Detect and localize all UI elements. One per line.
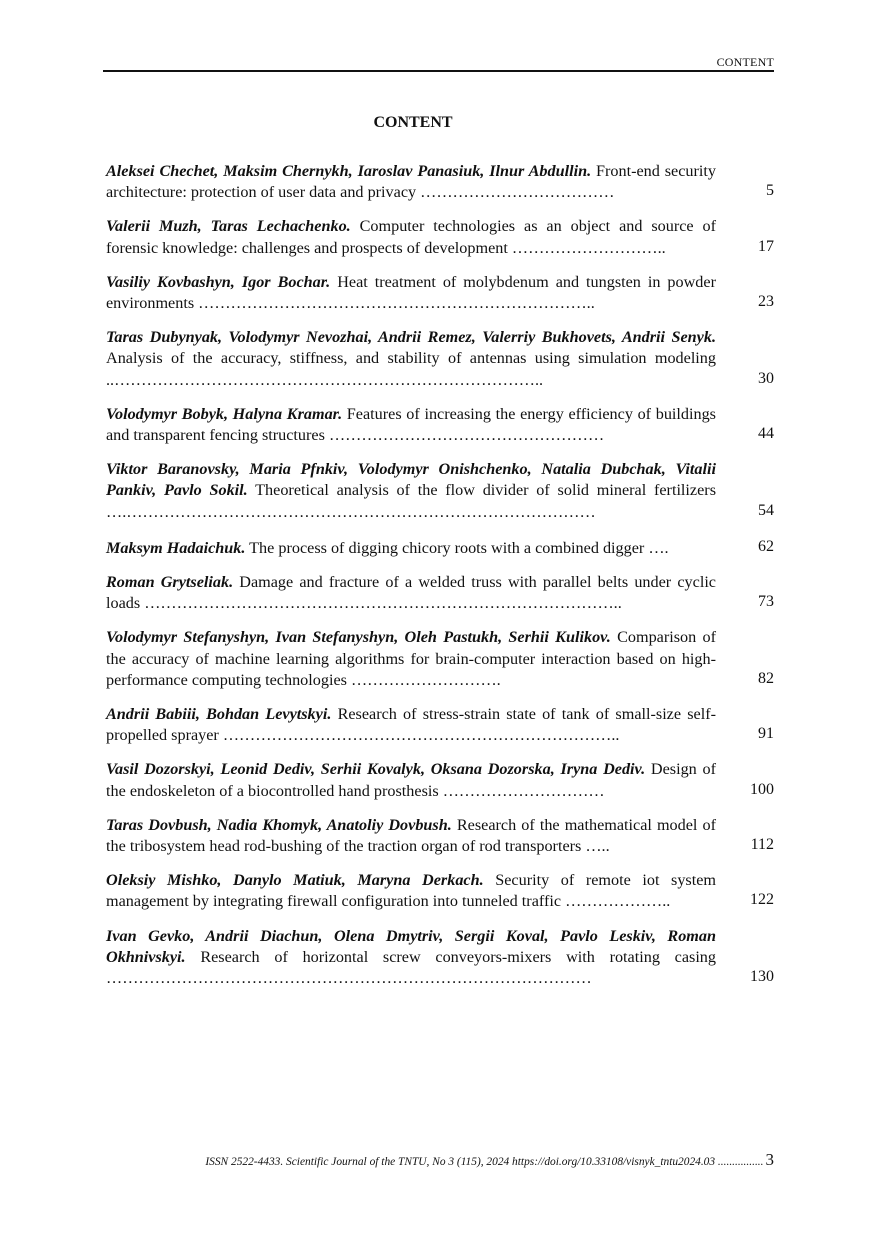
toc-entry-title: Theoretical analysis of the flow divider of solid mineral fertilizers ….…………………………………………………………………………… [106,481,716,521]
toc-entry-authors: Valerii Muzh, Taras Lechachenko. [106,217,351,236]
toc-entry-title: Security of remote iot system management by integrating firewall configuration into tunneled traffic ……………….. [106,871,716,911]
page-title: CONTENT [373,114,453,131]
running-head: CONTENT [716,55,774,69]
toc-entry-text [106,627,716,691]
toc-entry-title: Research of stress-strain state of tank of small-size self-propelled sprayer ……………………………………………………………….. [106,705,716,745]
toc-entry-title: Damage and fracture of a welded truss with parallel belts under cyclic loads …………………………………………………………………………….. [106,573,716,613]
toc-entry-title: Front-end security architecture: protection of user data and privacy ……………………………… [106,162,716,202]
toc-entry-authors: Viktor Baranovsky, Maria Pfnkiv, Volodymyr Onishchenko, Natalia Dubchak, Vitalii Pankiv, Pavlo Sokil. [106,460,716,500]
toc-entry-title: Research of horizontal screw conveyors-mixers with rotating casing ……………………………………………………………………………… [106,947,716,988]
toc-entry-page-number: 30 [758,369,774,387]
toc-entry-authors: Taras Dubynyak, Volodymyr Nevozhai, Andrii Remez, Valerriy Bukhovets, Andrii Senyk. [106,328,716,347]
toc-entry-text [106,459,716,523]
toc-entry-text [106,815,716,857]
toc-entry-page-number: 5 [766,182,774,200]
toc-entry-authors: Maksym Hadaichuk. [106,538,246,557]
toc-entry-title: Design of the endoskeleton of a biocontrolled hand prosthesis ………………………… [106,760,716,800]
toc-entry[interactable] [106,536,774,559]
toc-entry-page-number: 62 [758,537,774,555]
toc-entry-text [106,216,716,258]
toc-entry-authors: Roman Grytseliak. [106,573,234,592]
toc-entry-text [106,926,716,990]
toc-entry[interactable] [106,161,774,203]
toc-entry-title: Analysis of the accuracy, stiffness, and stability of antennas using simulation modeling ..…………………………………………………………………….. [106,349,716,389]
toc-entry-authors: Volodymyr Stefanyshyn, Ivan Stefanyshyn, Oleh Pastukh, Serhii Kulikov. [106,628,611,647]
toc-entry-text [106,272,716,314]
toc-entry-text [106,327,716,391]
toc-entry[interactable] [106,815,774,857]
toc-entry[interactable] [106,572,774,614]
toc-entry-page-number: 44 [758,425,774,443]
header-rule [103,70,774,72]
toc-entry-authors: Taras Dovbush, Nadia Khomyk, Anatoliy Dovbush. [106,815,452,834]
toc-entry-page-number: 54 [758,501,774,519]
toc-entry[interactable] [106,870,774,912]
toc-entry-page-number: 23 [758,293,774,311]
toc-entry[interactable] [106,627,774,691]
toc-entry-text [106,759,716,801]
toc-entry-text [106,404,716,446]
toc-entry-authors: Vasiliy Kovbashyn, Igor Bochar. [106,272,331,291]
toc-entry-page-number: 100 [750,780,774,798]
toc-entry-page-number: 17 [758,237,774,255]
table-of-contents [106,161,774,1002]
toc-entry-title: Comparison of the accuracy of machine learning algorithms for brain-computer interaction based on high-performance computing technologies ………………………. [106,628,717,689]
toc-entry-authors: Volodymyr Bobyk, Halyna Kramar. [106,404,343,423]
toc-entry-authors: Oleksiy Mishko, Danylo Matiuk, Maryna Derkach. [106,871,484,890]
toc-entry[interactable] [106,216,774,258]
toc-entry-authors: Vasil Dozorskyi, Leonid Dediv, Serhii Kovalyk, Oksana Dozorska, Iryna Dediv. [106,760,646,779]
toc-entry[interactable] [106,327,774,391]
footer-journal-info: ISSN 2522-4433. Scientific Journal of the TNTU, No 3 (115), 2024 https://doi.org/10.33108/visnyk_tntu2024.03 ................ [205,1156,764,1168]
toc-entry-text [106,538,716,559]
toc-entry-title: Computer technologies as an object and source of forensic knowledge: challenges and prospects of development ……………………….. [106,217,717,257]
toc-entry-text [106,870,716,912]
toc-entry-authors: Andrii Babiii, Bohdan Levytskyi. [106,705,332,724]
toc-entry[interactable] [106,272,774,314]
toc-entry[interactable] [106,926,774,990]
toc-entry-page-number: 82 [758,669,774,687]
toc-entry-title: Features of increasing the energy efficiency of buildings and transparent fencing structures …………………………………………… [106,404,716,445]
toc-entry[interactable] [106,704,774,746]
toc-entry-authors: Aleksei Chechet, Maksim Chernykh, Iaroslav Panasiuk, Ilnur Abdullin. [106,162,592,180]
toc-entry-page-number: 122 [750,891,774,909]
toc-entry[interactable] [106,759,774,801]
toc-entry-page-number: 73 [758,593,774,611]
page-number: 3 [765,1150,774,1169]
toc-entry-title: Research of the mathematical model of the tribosystem head rod-bushing of the traction organ of rod transporters ….. [106,815,716,856]
toc-entry[interactable] [106,459,774,523]
toc-entry[interactable] [106,404,774,446]
toc-entry-text [106,704,716,746]
toc-entry-authors: Ivan Gevko, Andrii Diachun, Olena Dmytriv, Sergii Koval, Pavlo Leskiv, Roman Okhnivskyi. [106,926,716,966]
toc-entry-title: The process of digging chicory roots with a combined digger …. [245,538,669,557]
toc-entry-page-number: 130 [750,968,774,986]
toc-entry-text [106,161,716,203]
toc-entry-page-number: 112 [750,836,774,854]
page-footer [103,1150,774,1170]
toc-entry-text [106,572,716,614]
toc-entry-title: Heat treatment of molybdenum and tungsten in powder environments ……………………………………………………………….. [106,272,716,313]
toc-entry-page-number: 91 [758,725,774,743]
